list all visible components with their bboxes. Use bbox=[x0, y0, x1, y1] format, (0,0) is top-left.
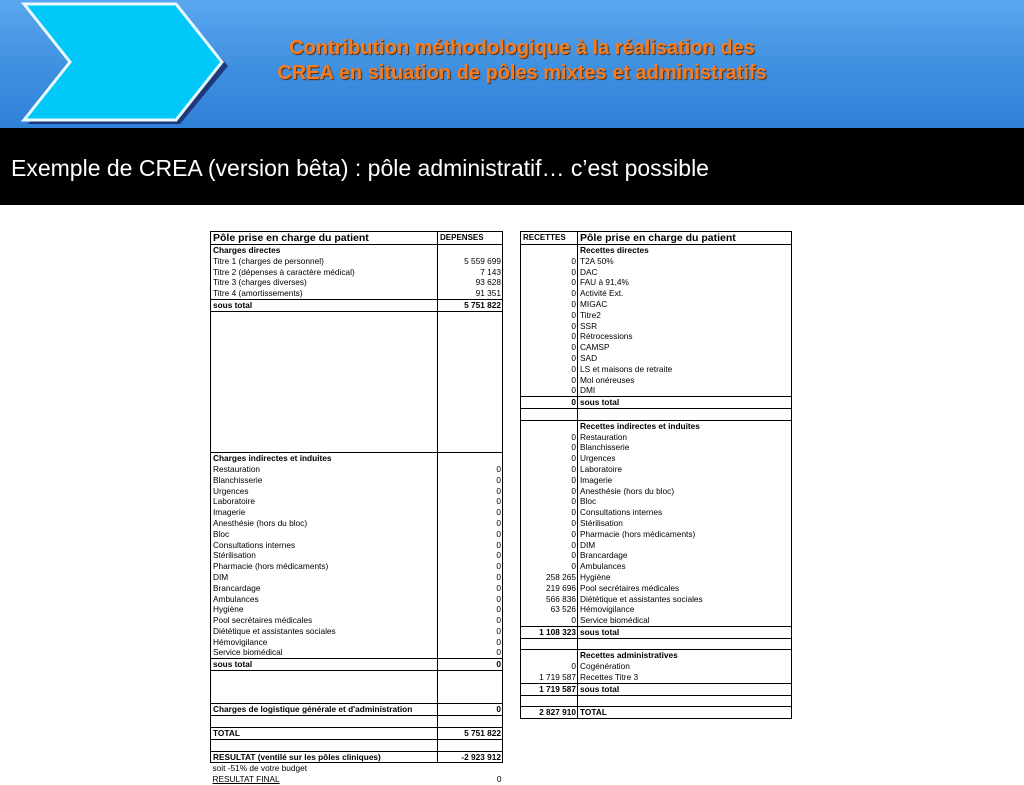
row-label: Blanchisserie bbox=[211, 475, 438, 486]
blank-row bbox=[211, 398, 503, 409]
blank-row bbox=[211, 355, 503, 366]
blank-row bbox=[211, 420, 503, 431]
table-row bbox=[521, 615, 792, 626]
subtotal-row bbox=[521, 397, 792, 409]
row-value: 0 bbox=[521, 256, 578, 267]
table-row bbox=[211, 475, 503, 486]
row-label: DIM bbox=[578, 540, 792, 551]
admin-revenues-title: Recettes administratives bbox=[578, 650, 792, 661]
subtotal-label: sous total bbox=[578, 397, 792, 409]
row-value: 0 bbox=[438, 604, 503, 615]
row-label: Hygiène bbox=[578, 572, 792, 583]
expenses-column-header: DEPENSES bbox=[438, 232, 503, 245]
table-row bbox=[521, 267, 792, 278]
table-row bbox=[521, 375, 792, 386]
table-row bbox=[211, 637, 503, 648]
table-row bbox=[521, 561, 792, 572]
row-value: 0 bbox=[521, 442, 578, 453]
row-label: Brancardage bbox=[211, 583, 438, 594]
row-value: 0 bbox=[438, 594, 503, 605]
subtotal-label: sous total bbox=[578, 626, 792, 638]
result-row bbox=[211, 751, 503, 763]
row-label: Laboratoire bbox=[578, 464, 792, 475]
revenues-column-header: RECETTES bbox=[521, 232, 578, 245]
row-label: DAC bbox=[578, 267, 792, 278]
row-label: CAMSP bbox=[578, 342, 792, 353]
row-value: 0 bbox=[438, 637, 503, 648]
row-value: 219 696 bbox=[521, 583, 578, 594]
slide-subtitle: Exemple de CREA (version bêta) : pôle administratif… c’est possible bbox=[11, 155, 709, 181]
row-label: Restauration bbox=[211, 464, 438, 475]
subtotal-value: 0 bbox=[438, 659, 503, 671]
blank-row bbox=[521, 638, 792, 650]
row-value: 0 bbox=[438, 583, 503, 594]
table-row bbox=[211, 464, 503, 475]
blank-row bbox=[211, 716, 503, 728]
table-row bbox=[521, 604, 792, 615]
table-row bbox=[211, 561, 503, 572]
row-value: 0 bbox=[521, 288, 578, 299]
row-value: 0 bbox=[438, 486, 503, 497]
row-value: 0 bbox=[521, 385, 578, 396]
table-row bbox=[521, 442, 792, 453]
blank-row bbox=[521, 408, 792, 420]
row-value: 0 bbox=[521, 453, 578, 464]
blank-row bbox=[211, 671, 503, 682]
row-label: Titre 3 (charges diverses) bbox=[211, 277, 438, 288]
row-value: 0 bbox=[521, 342, 578, 353]
total-label: TOTAL bbox=[211, 728, 438, 740]
subtotal-label: sous total bbox=[211, 299, 438, 311]
subtotal-value: 1 719 587 bbox=[521, 683, 578, 695]
table-row bbox=[521, 256, 792, 267]
result-label: RESULTAT (ventilé sur les pôles cliniques) bbox=[211, 751, 438, 763]
table-row bbox=[521, 310, 792, 321]
row-value: 258 265 bbox=[521, 572, 578, 583]
row-label: Activité Ext. bbox=[578, 288, 792, 299]
budget-note: soit -51% de votre budget bbox=[212, 763, 308, 774]
title-line-2: CREA en situation de pôles mixtes et administratifs bbox=[277, 62, 767, 84]
row-label: Pharmacie (hors médicaments) bbox=[211, 561, 438, 572]
table-row bbox=[521, 594, 792, 605]
title-line-1: Contribution méthodologique à la réalisation des bbox=[289, 37, 755, 59]
total-value: 2 827 910 bbox=[521, 707, 578, 719]
direct-revenues-title: Recettes directes bbox=[578, 245, 792, 256]
row-label: Cogénération bbox=[578, 661, 792, 672]
row-value: 63 526 bbox=[521, 604, 578, 615]
row-value: 0 bbox=[438, 464, 503, 475]
table-row bbox=[521, 518, 792, 529]
blank-row bbox=[211, 441, 503, 452]
row-label: Titre 4 (amortissements) bbox=[211, 288, 438, 299]
row-label: Hémovigilance bbox=[578, 604, 792, 615]
table-row bbox=[521, 475, 792, 486]
table-row bbox=[521, 672, 792, 683]
row-value: 0 bbox=[521, 486, 578, 497]
row-value: 0 bbox=[438, 561, 503, 572]
table-row bbox=[521, 432, 792, 443]
total-row bbox=[521, 707, 792, 719]
table-row bbox=[521, 364, 792, 375]
table-row bbox=[211, 604, 503, 615]
table-row bbox=[521, 321, 792, 332]
row-value: 0 bbox=[438, 626, 503, 637]
row-value: 0 bbox=[521, 550, 578, 561]
row-label: Titre 2 (dépenses à caractère médical) bbox=[211, 267, 438, 278]
row-value: 0 bbox=[438, 475, 503, 486]
subtotal-row bbox=[211, 659, 503, 671]
row-value: 0 bbox=[521, 518, 578, 529]
pole-title: Pôle prise en charge du patient bbox=[578, 232, 792, 245]
row-value: 7 143 bbox=[438, 267, 503, 278]
row-label: DMI bbox=[578, 385, 792, 396]
subtotal-row bbox=[521, 626, 792, 638]
row-value: 0 bbox=[521, 353, 578, 364]
table-row bbox=[211, 540, 503, 551]
table-row bbox=[521, 288, 792, 299]
result-value: -2 923 912 bbox=[438, 751, 503, 763]
table-row bbox=[521, 507, 792, 518]
table-row bbox=[211, 594, 503, 605]
row-value: 0 bbox=[521, 321, 578, 332]
row-label: Service biomédical bbox=[211, 647, 438, 658]
row-value: 0 bbox=[521, 464, 578, 475]
table-header-row bbox=[521, 232, 792, 245]
blank-row bbox=[211, 409, 503, 420]
blank-row bbox=[211, 693, 503, 704]
row-label: Bloc bbox=[578, 496, 792, 507]
row-label: Mol onéreuses bbox=[578, 375, 792, 386]
indirect-revenues-title: Recettes indirectes et induites bbox=[578, 420, 792, 431]
section-title-row bbox=[521, 650, 792, 661]
pole-title: Pôle prise en charge du patient bbox=[211, 232, 438, 245]
row-label: Stérilisation bbox=[578, 518, 792, 529]
header-banner bbox=[0, 0, 1024, 128]
table-row bbox=[521, 299, 792, 310]
final-result-label: RESULTAT FINAL bbox=[212, 774, 280, 785]
logistics-label: Charges de logistique générale et d'administration bbox=[211, 704, 438, 716]
presentation-title bbox=[232, 36, 812, 86]
logistics-value: 0 bbox=[438, 704, 503, 716]
table-row bbox=[521, 540, 792, 551]
row-value: 0 bbox=[438, 540, 503, 551]
row-label: Ambulances bbox=[211, 594, 438, 605]
row-label: Restauration bbox=[578, 432, 792, 443]
row-label: Pharmacie (hors médicaments) bbox=[578, 529, 792, 540]
row-label: Ambulances bbox=[578, 561, 792, 572]
row-value: 0 bbox=[521, 475, 578, 486]
table-header-row bbox=[211, 232, 503, 245]
subtotal-value: 0 bbox=[521, 397, 578, 409]
table-row bbox=[211, 647, 503, 658]
row-label: Pool secrétaires médicales bbox=[211, 615, 438, 626]
section-title-row bbox=[521, 420, 792, 431]
expenses-table bbox=[210, 231, 503, 785]
subtotal-label: sous total bbox=[578, 683, 792, 695]
table-row bbox=[521, 583, 792, 594]
row-label: Imagerie bbox=[211, 507, 438, 518]
row-label: Stérilisation bbox=[211, 550, 438, 561]
total-row bbox=[211, 728, 503, 740]
row-label: Hémovigilance bbox=[211, 637, 438, 648]
row-value: 0 bbox=[521, 299, 578, 310]
row-value: 93 628 bbox=[438, 277, 503, 288]
section-title-row bbox=[211, 245, 503, 256]
table-row bbox=[211, 507, 503, 518]
row-label: Urgences bbox=[578, 453, 792, 464]
row-label: Pool secrétaires médicales bbox=[578, 583, 792, 594]
section-title-row bbox=[211, 453, 503, 464]
row-value: 0 bbox=[438, 647, 503, 658]
row-value: 0 bbox=[438, 615, 503, 626]
row-value: 0 bbox=[438, 529, 503, 540]
table-row bbox=[211, 550, 503, 561]
row-label: Titre2 bbox=[578, 310, 792, 321]
table-row bbox=[211, 615, 503, 626]
table-row bbox=[521, 529, 792, 540]
row-value: 0 bbox=[521, 507, 578, 518]
row-value: 1 719 587 bbox=[521, 672, 578, 683]
row-value: 0 bbox=[521, 331, 578, 342]
table-row bbox=[211, 277, 503, 288]
row-value: 91 351 bbox=[438, 288, 503, 299]
row-value: 0 bbox=[521, 375, 578, 386]
blank-row bbox=[211, 377, 503, 388]
row-value: 0 bbox=[521, 310, 578, 321]
blank-row bbox=[211, 344, 503, 355]
row-label: Imagerie bbox=[578, 475, 792, 486]
row-value: 0 bbox=[521, 561, 578, 572]
row-label: T2A 50% bbox=[578, 256, 792, 267]
row-label: FAU à 91,4% bbox=[578, 277, 792, 288]
table-row bbox=[521, 464, 792, 475]
row-value: 0 bbox=[438, 518, 503, 529]
table-row bbox=[211, 267, 503, 278]
table-row bbox=[521, 342, 792, 353]
blank-row bbox=[521, 695, 792, 707]
table-row bbox=[521, 277, 792, 288]
row-value: 0 bbox=[521, 432, 578, 443]
indirect-charges-title: Charges indirectes et induites bbox=[211, 453, 438, 464]
table-row bbox=[211, 496, 503, 507]
row-value: 0 bbox=[438, 496, 503, 507]
row-label: Anesthésie (hors du bloc) bbox=[578, 486, 792, 497]
row-label: MIGAC bbox=[578, 299, 792, 310]
blank-row bbox=[211, 323, 503, 334]
section-title-row bbox=[521, 245, 792, 256]
blank-row bbox=[211, 387, 503, 398]
row-label: Urgences bbox=[211, 486, 438, 497]
blank-row bbox=[211, 739, 503, 751]
row-label: Service biomédical bbox=[578, 615, 792, 626]
blank-row bbox=[211, 431, 503, 442]
row-label: Recettes Titre 3 bbox=[578, 672, 792, 683]
final-result-row bbox=[211, 774, 503, 785]
row-label: Rétrocessions bbox=[578, 331, 792, 342]
table-row bbox=[521, 453, 792, 464]
row-value: 0 bbox=[438, 507, 503, 518]
final-result-value: 0 bbox=[496, 774, 502, 785]
blank-row bbox=[211, 682, 503, 693]
subtotal-row bbox=[211, 299, 503, 311]
row-label: Diététique et assistantes sociales bbox=[211, 626, 438, 637]
row-value: 0 bbox=[521, 364, 578, 375]
row-label: Diététique et assistantes sociales bbox=[578, 594, 792, 605]
row-label: Blanchisserie bbox=[578, 442, 792, 453]
table-row bbox=[211, 256, 503, 267]
table-row bbox=[521, 353, 792, 364]
row-label: LS et maisons de retraite bbox=[578, 364, 792, 375]
row-label: DIM bbox=[211, 572, 438, 583]
row-label: Bloc bbox=[211, 529, 438, 540]
blank-row bbox=[211, 311, 503, 322]
row-value: 0 bbox=[521, 496, 578, 507]
table-row bbox=[521, 572, 792, 583]
table-row bbox=[521, 385, 792, 396]
table-row bbox=[211, 529, 503, 540]
subtotal-value: 5 751 822 bbox=[438, 299, 503, 311]
row-value: 0 bbox=[521, 529, 578, 540]
table-row bbox=[211, 518, 503, 529]
row-value: 0 bbox=[521, 661, 578, 672]
table-row bbox=[211, 572, 503, 583]
table-row bbox=[521, 486, 792, 497]
subtotal-row bbox=[521, 683, 792, 695]
subtotal-value: 1 108 323 bbox=[521, 626, 578, 638]
total-label: TOTAL bbox=[578, 707, 792, 719]
blank-row bbox=[211, 366, 503, 377]
row-value: 566 836 bbox=[521, 594, 578, 605]
table-row bbox=[521, 331, 792, 342]
row-value: 0 bbox=[438, 572, 503, 583]
logistics-row bbox=[211, 704, 503, 716]
row-value: 0 bbox=[521, 540, 578, 551]
row-value: 0 bbox=[438, 550, 503, 561]
chevron-arrow-icon bbox=[0, 0, 232, 128]
table-row bbox=[211, 626, 503, 637]
blank-row bbox=[211, 333, 503, 344]
row-label: Brancardage bbox=[578, 550, 792, 561]
direct-charges-title: Charges directes bbox=[211, 245, 438, 256]
row-label: SSR bbox=[578, 321, 792, 332]
row-value: 5 559 699 bbox=[438, 256, 503, 267]
row-label: Titre 1 (charges de personnel) bbox=[211, 256, 438, 267]
table-row bbox=[521, 661, 792, 672]
row-label: Consultations internes bbox=[578, 507, 792, 518]
table-row bbox=[521, 550, 792, 561]
table-row bbox=[211, 288, 503, 299]
row-label: Consultations internes bbox=[211, 540, 438, 551]
row-label: Hygiène bbox=[211, 604, 438, 615]
revenues-table bbox=[520, 231, 792, 719]
row-label: Anesthésie (hors du bloc) bbox=[211, 518, 438, 529]
budget-note-row bbox=[211, 763, 503, 774]
subtotal-label: sous total bbox=[211, 659, 438, 671]
table-row bbox=[211, 486, 503, 497]
row-label: Laboratoire bbox=[211, 496, 438, 507]
table-row bbox=[521, 496, 792, 507]
row-value: 0 bbox=[521, 267, 578, 278]
row-label: SAD bbox=[578, 353, 792, 364]
table-row bbox=[211, 583, 503, 594]
row-value: 0 bbox=[521, 277, 578, 288]
total-value: 5 751 822 bbox=[438, 728, 503, 740]
row-value: 0 bbox=[521, 615, 578, 626]
